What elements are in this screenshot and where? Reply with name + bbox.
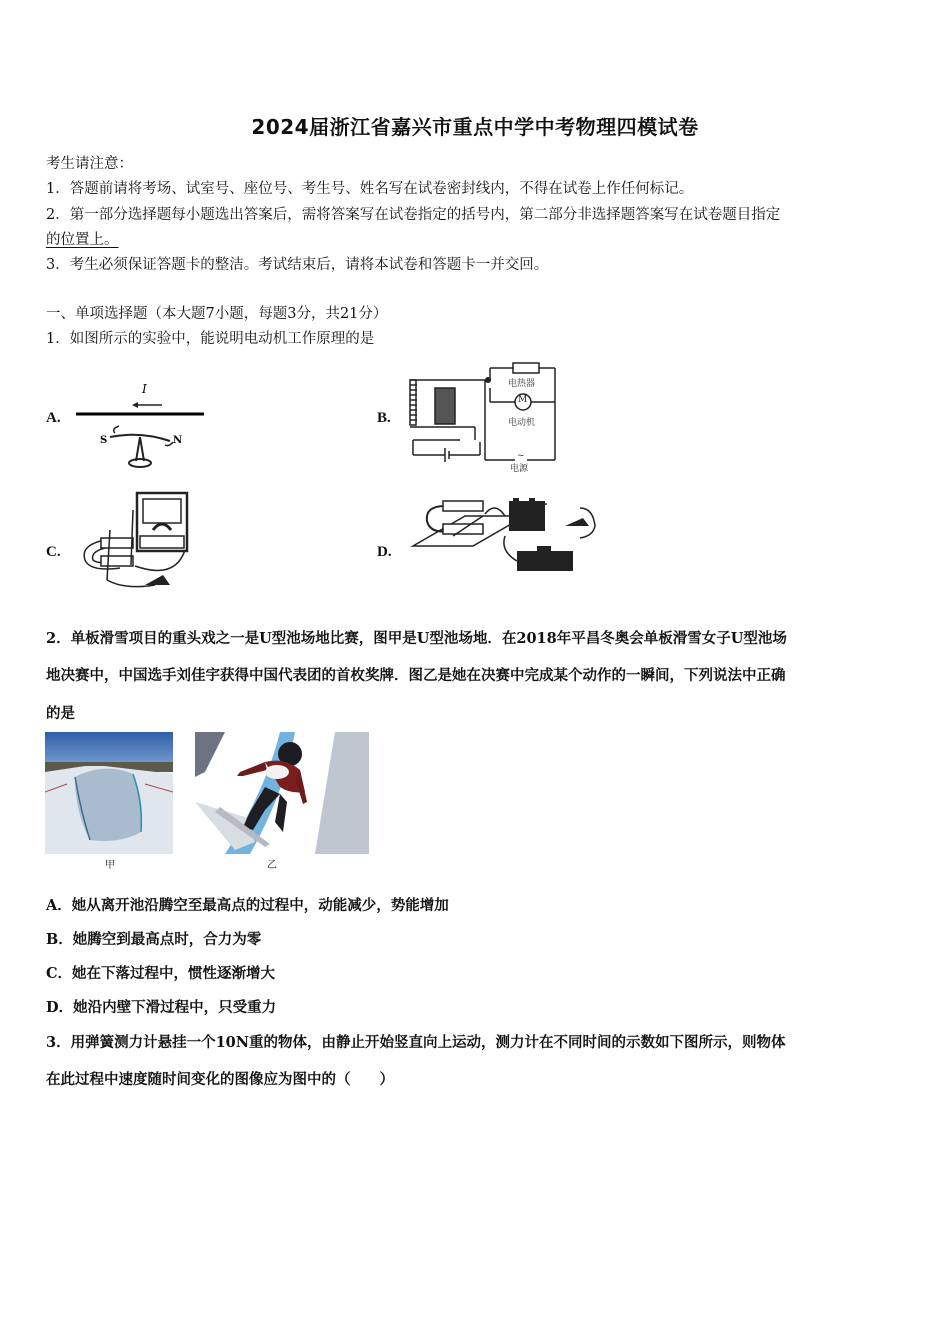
q2-option-c	[46, 962, 275, 983]
notice-item-2: 2．第一部分选择题每小题选出答案后，需将答案写在试卷指定的括号内，第二部分非选择题答案写在试卷题目指定	[46, 207, 781, 223]
q2-option-a-letter: A．	[46, 897, 72, 914]
q2-option-c-letter: C．	[46, 965, 73, 982]
exam-title: 2024届浙江省嘉兴市重点中学中考物理四模试卷	[251, 115, 699, 139]
q2-option-c-text: 她在下落过程中，惯性逐渐增大	[72, 965, 276, 982]
galvanometer-figure	[75, 490, 200, 590]
current-label: I	[142, 382, 147, 396]
section-heading: 一、单项选择题（本大题7小题，每题3分，共21分）	[46, 306, 388, 322]
q2-option-a-text: 她从离开池沿腾空至最高点的过程中，动能减少，势能增加	[71, 897, 449, 914]
question-2-stem-line-1: 2．单板滑雪项目的重头戏之一是U型池场地比赛，图甲是U型池场地．在2018年平昌冬奥会单板滑雪女子U型池场	[46, 630, 787, 647]
photo-caption-jia: 甲	[105, 860, 115, 871]
question-1-stem: 1．如图所示的实验中，能说明电动机工作原理的是	[46, 331, 375, 347]
q2-option-d	[46, 996, 276, 1017]
question-2-stem-line-2: 地决赛中，中国选手刘佳宇获得中国代表团的首枚奖牌．图乙是她在决赛中完成某个动作的一瞬间，下列说法中正确	[46, 667, 786, 684]
power-source-label: 电源	[510, 464, 529, 472]
motor-label: 电动机	[508, 418, 536, 428]
notice-item-3: 3．考生必须保证答题卡的整洁。考试结束后，请将本试卷和答题卡一并交回。	[46, 257, 549, 273]
heater-label: 电热器	[508, 379, 536, 389]
halfpipe-photo	[45, 732, 173, 854]
notice-item-1: 1．答题前请将考场、试室号、座位号、考生号、姓名写在试卷密封线内，不得在试卷上作任何标记。	[46, 181, 694, 197]
relay-circuit-figure	[405, 360, 565, 472]
question-3-stem-line-1: 3．用弹簧测力计悬挂一个10N重的物体，由静止开始竖直向上运动，测力计在不同时间的示数如下图所示，则物体	[46, 1034, 786, 1051]
q1-option-d-label: D.	[377, 544, 392, 560]
q2-option-b-letter: B．	[46, 931, 73, 948]
notice-item-2-cont: 的位置上。	[46, 232, 119, 248]
photo-caption-yi: 乙	[267, 860, 277, 871]
snowboarder-photo	[195, 732, 369, 854]
q2-option-d-letter: D．	[46, 999, 74, 1016]
q1-option-c-label: C.	[46, 544, 61, 560]
question-2-stem-line-3: 的是	[46, 705, 75, 722]
q2-option-d-text: 她沿内壁下滑过程中，只受重力	[73, 999, 277, 1016]
north-pole-label: N	[173, 435, 183, 446]
wire-compass-figure	[70, 375, 210, 475]
q1-option-a-label: A.	[46, 410, 61, 426]
svg-text:~: ~	[517, 451, 525, 461]
q2-option-b	[46, 928, 261, 949]
rail-battery-figure	[405, 496, 605, 588]
q1-option-b-label: B.	[377, 410, 391, 426]
question-3-stem-line-2: 在此过程中速度随时间变化的图像应为图中的（ ）	[46, 1071, 394, 1088]
q2-option-b-text: 她腾空到最高点时，合力为零	[72, 931, 262, 948]
motor-symbol: M	[518, 395, 528, 405]
notice-heading: 考生请注意：	[46, 156, 133, 172]
q2-option-a	[46, 894, 449, 915]
south-pole-label: S	[100, 435, 108, 446]
